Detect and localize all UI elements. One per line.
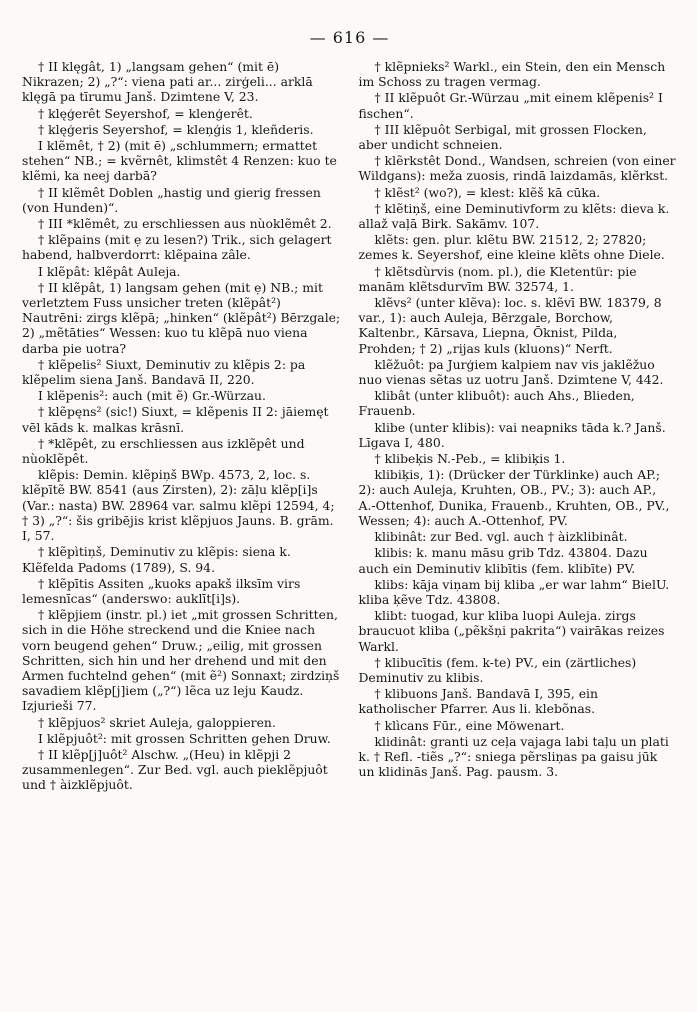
dictionary-entry: † *klẽpêt, zu erschliessen aus izklẽpêt und nùoklẽpêt. bbox=[22, 435, 305, 467]
dictionary-entry: † klẽst² (wo?), = klest: klẽš kā cūka. bbox=[374, 184, 601, 200]
dictionary-entry: † II klẽp[j]uôt² Alschw. „(Heu) in klẽpji 2 zusammenlegen“. Zur Bed. vgl. auch pieklẽpjuôt und † àizklẽpjuôt. bbox=[22, 746, 328, 793]
page-number: — 616 — bbox=[309, 28, 390, 47]
dictionary-entry: klidinât: granti uz ceļa vajaga labi taļu un plati k. † Refl. -tiẽs „?“: sniega pẽrsliņas pa gaisu jūk un klidinās Janš. Pag. pausm. 3. bbox=[358, 733, 669, 780]
dictionary-entry: † III *klẽmêt, zu erschliessen aus nùoklẽmêt 2. bbox=[38, 216, 332, 232]
dictionary-entry: klẽvs² (unter klẽva): loc. s. klẽvī BW. 18379, 8 var., 1): auch Auleja, Bērzgale, Borchow, Kaltenbr., Kārsava, Liepna, Ōknist, Pilda, Prohden; † 2) „rijas kuls (kluons)“ Nerft. bbox=[358, 295, 662, 356]
dictionary-entry: † II klẽpuôt Gr.-Würzau „mit einem klẽpenis² I fischen“. bbox=[358, 90, 663, 121]
dictionary-entry: klibis: k. manu māsu grib Tdz. 43804. Dazu auch ein Deminutiv klibītis (fem. klibīte) PV. bbox=[358, 545, 648, 576]
dictionary-entry: † klẽpìtiņš, Deminutiv zu klẽpis: siena k. Klẽfelda Padoms (1789), S. 94. bbox=[22, 544, 291, 575]
dictionary-entry: † klẽpjuos² skriet Auleja, galoppieren. bbox=[38, 714, 276, 730]
dictionary-entry: † klẽpains (mit ẹ zu lesen?) Trik., sich gelagert habend, halbverdorrt: klẽpaina zâle. bbox=[22, 232, 332, 263]
dictionary-entry: † klẽtsdùrvis (nom. pl.), die Kletentür: pie manām klẽtsdurvīm BW. 32574, 1. bbox=[358, 263, 637, 294]
dictionary-entry: † klìcans Fūr., eine Möwenart. bbox=[374, 717, 565, 733]
dictionary-entry: † klẽpnieks² Warkl., ein Stein, den ein Mensch im Schoss zu tragen vermag. bbox=[358, 59, 666, 90]
dictionary-entry: klibinât: zur Bed. vgl. auch † àizklibinât. bbox=[374, 529, 628, 545]
dictionary-entry: klibât (unter klibuôt): auch Ahs., Blieden, Frauenb. bbox=[358, 388, 635, 419]
dictionary-entry: † klęģerêt Seyershof, = klenģerêt. bbox=[38, 105, 253, 121]
dictionary-entry: † klẽpęns² (sic!) Siuxt, = klẽpenis II 2: jāiemęt vēl kāds k. malkas krāsnī. bbox=[22, 404, 329, 435]
dictionary-entry: † klibeķis N.-Peb., = klibiķis 1. bbox=[374, 451, 566, 467]
dictionary-entry: † II klẽpât, 1) langsam gehen (mit ẹ) NB.; mit verletztem Fuss unsicher treten (klẽpât²) Nautrēni: zirgs klẽpā; „hinken“ (klẽpât²) Bērzgale; 2) „mẽtāties“ Wessen: kuo tu klẽpā nuo viena darba pie uotra? bbox=[22, 279, 341, 356]
dictionary-entry: klẽts: gen. plur. klẽtu BW. 21512, 2; 27820; zemes k. Seyershof, eine kleine klẽts ohne Diele. bbox=[358, 232, 665, 263]
left-column bbox=[22, 59, 341, 794]
dictionary-entry: klibs: kāja viņam bij kliba „er war lahm“ BielU. kliba ķẽve Tdz. 43808. bbox=[358, 576, 670, 607]
dictionary-entry: † klęģeris Seyershof, = kleņģis 1, kleñderis. bbox=[38, 121, 314, 137]
dictionary-entry: I klẽpât: klẽpât Auleja. bbox=[38, 263, 181, 279]
dictionary-entry: † klẽpjiem (instr. pl.) iet „mit grossen Schritten, sich in die Höhe streckend und die Kniee nach vorn beugend gehen“ Druw.; „eilig, mit grossen Schritten, sich hin und her drehend und mit den Armen fuchtelnd gehen“ (mit ẽ²) Sonnaxt; zirdziņš savadiem klẽp[j]iem („?“) lẽca uz leju Kaudz. Izjurieši 77. bbox=[22, 607, 340, 714]
dictionary-entry: † II klẽmêt Doblen „hastig und gierig fressen (von Hunden)“. bbox=[22, 184, 321, 215]
dictionary-entry: klibe (unter klibis): vai neapniks tāda k.? Janš. Līgava I, 480. bbox=[358, 419, 666, 450]
dictionary-entry: † klẽpītis Assiten „kuoks apakš ilksīm virs lemesnīcas“ (anderswo: auklīt[i]s). bbox=[22, 575, 301, 606]
dictionary-entry: † klibucītis (fem. k-te) PV., ein (zärtliches) Deminutiv zu klibis. bbox=[358, 654, 637, 685]
dictionary-entry: † III klẽpuôt Serbigal, mit grossen Flocken, aber undicht schneien. bbox=[358, 121, 647, 153]
dictionary-entry: † klẽpelis² Siuxt, Deminutiv zu klẽpis 2: pa klẽpelim siena Janš. Bandavā II, 220. bbox=[22, 356, 306, 388]
dictionary-entry: I klẽpenis²: auch (mit ẽ) Gr.-Würzau. bbox=[38, 388, 266, 404]
dictionary-entry: † klẽtiņš, eine Deminutivform zu klẽts: dieva k. allaž vaļā Birk. Sakāmv. 107. bbox=[358, 200, 670, 232]
dictionary-entry: klibiķis, 1): (Drücker der Türklinke) auch AP.; 2): auch Auleja, Kruhten, OB., PV.; 3): auch AP., A.-Ottenhof, Dunika, Frauenb., Kruhten, OB., PV., Wessen; 4): auch A.-Ottenhof, PV. bbox=[358, 467, 670, 528]
columns bbox=[22, 59, 677, 794]
dictionary-entry: klẽpis: Demin. klẽpiņš BWp. 4573, 2, loc. s. klẽpītẽ BW. 8541 (aus Zirsten), 2): zāļu klẽp[i]s (Var.: nasta) BW. 28964 var. salmu klẽpi 12594, 4; † 3) „?“: šis gribējis krist klẽpjuos Jauns. B. grām. I, 57. bbox=[22, 467, 335, 544]
dictionary-entry: klibt: tuogad, kur kliba luopi Auleja. zirgs braucuot kliba („pẽkšņi pakrita“) vairākas reizes Warkl. bbox=[358, 608, 665, 654]
dictionary-entry: I klẽmêt, † 2) (mit ē) „schlummern; ermattet stehen“ NB.; = kvẽrnêt, klimstêt 4 Renzen: kuo te klẽmi, ka neej darbā? bbox=[22, 138, 337, 184]
dictionary-entry: † klẽrkstêt Dond., Wandsen, schreien (von einer Wildgans): meža zuosis, rindā laizdamās, klẽrkst. bbox=[358, 153, 676, 184]
dictionary-entry: I klẽpjuôt²: mit grossen Schritten gehen Druw. bbox=[38, 730, 331, 746]
dictionary-entry: klẽžuôt: pa Jurģiem kalpiem nav vis jaklẽžuo nuo vienas sẽtas uz uotru Janš. Dzimtene V, 442. bbox=[358, 356, 664, 388]
dictionary-entry: † klibuons Janš. Bandavā I, 395, ein katholischer Pfarrer. Aus li. klebõnas. bbox=[358, 686, 598, 717]
right-column bbox=[359, 59, 678, 794]
dictionary-entry: † II klęgât, 1) „langsam gehen“ (mit ē) Nikrazen; 2) „?“: viena pati ar... zirģeli... arklā klęgā pa tīrumu Janš. Dzimtene V, 23. bbox=[22, 59, 313, 105]
